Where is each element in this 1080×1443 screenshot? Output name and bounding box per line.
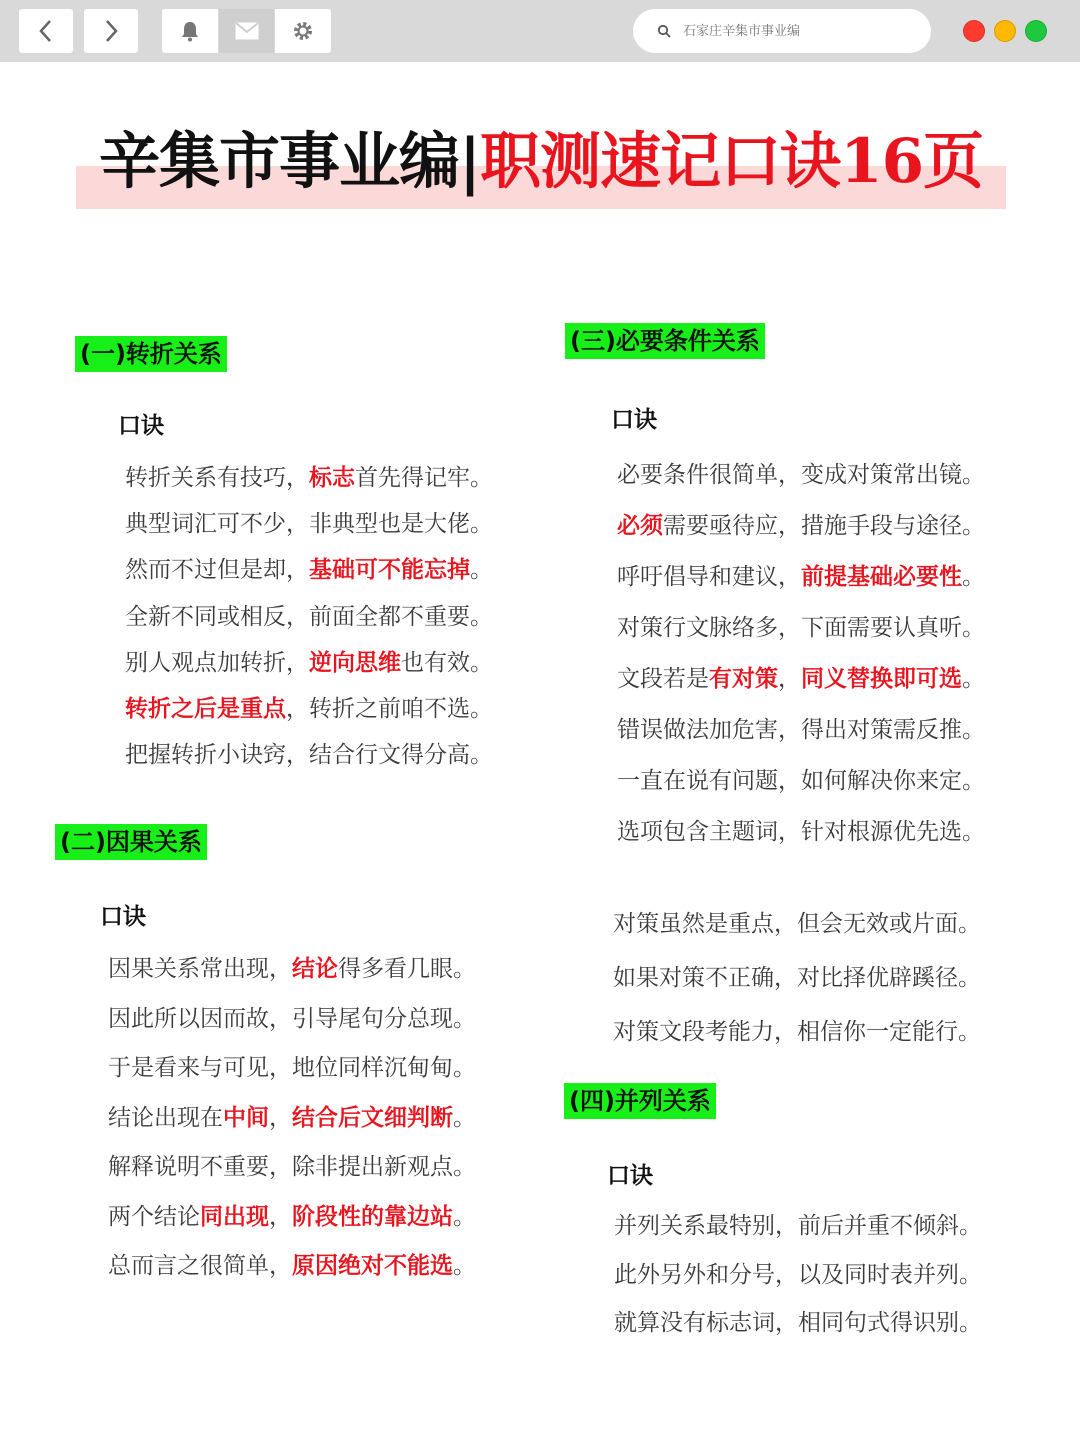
verse-text: 把握转折小诀窍，结合行文得分高。 xyxy=(125,742,493,769)
verse-text: 错误做法加危害，得出对策需反推。 xyxy=(617,717,985,743)
verse-text: 对策文段考能力，相信你一定能行。 xyxy=(613,1019,981,1045)
verse-text: 结论出现在 xyxy=(108,1104,223,1131)
verse-text: 首先得记牢。 xyxy=(355,465,493,491)
maximize-window-button[interactable] xyxy=(1025,20,1047,42)
verse-text: 对策行文脉络多，下面需要认真听。 xyxy=(617,615,985,641)
section-subhead: 口诀 xyxy=(611,407,657,433)
forward-button[interactable] xyxy=(84,9,138,53)
highlighted-keyword: 阶段性的靠边站 xyxy=(292,1202,453,1230)
gear-icon xyxy=(292,20,314,42)
verse-text: 选项包含主题词，针对根源优先选。 xyxy=(617,819,985,845)
verse-line xyxy=(108,1000,476,1033)
highlighted-keyword: 标志 xyxy=(309,464,355,491)
verse-text: 文段若是 xyxy=(617,666,709,692)
verse-line xyxy=(617,762,985,795)
search-icon xyxy=(657,24,671,38)
verse-text: 。 xyxy=(453,1253,476,1279)
verse-text: 呼吁倡导和建议， xyxy=(617,564,801,590)
verse-text: 需要亟待应，措施手段与途径。 xyxy=(663,513,985,539)
forward-icon xyxy=(101,18,121,44)
verse-line xyxy=(617,660,985,693)
settings-button[interactable] xyxy=(274,9,331,53)
browser-toolbar xyxy=(0,0,1080,62)
title-left: 辛集市事业编 xyxy=(98,126,459,197)
verse-text: 典型词汇可不少，非典型也是大佬。 xyxy=(125,511,493,538)
minimize-window-button[interactable] xyxy=(994,20,1016,42)
verse-text: 。 xyxy=(962,666,985,692)
verse-line xyxy=(613,959,981,992)
verse-line xyxy=(125,690,493,723)
verse-line xyxy=(617,813,985,846)
verse-line xyxy=(108,1247,476,1280)
verse-text: 对策虽然是重点，但会无效或片面。 xyxy=(613,911,981,937)
page-title xyxy=(76,122,1006,202)
verse-text: 必要条件很简单，变成对策常出镜。 xyxy=(617,462,985,488)
verse-text: 一直在说有问题，如何解决你来定。 xyxy=(617,768,985,794)
back-button[interactable] xyxy=(19,9,73,53)
verse-line xyxy=(617,711,985,744)
section-subhead: 口诀 xyxy=(100,904,146,930)
verse-line xyxy=(617,609,985,642)
verse-text: ，转折之前咱不选。 xyxy=(286,696,493,722)
verse-text: 然而不过但是却， xyxy=(125,557,309,584)
verse-line xyxy=(125,598,493,631)
mail-icon xyxy=(235,22,259,40)
verse-line xyxy=(614,1256,982,1289)
title-separator: | xyxy=(458,126,481,197)
verse-line xyxy=(125,736,493,769)
verse-text: 别人观点加转折， xyxy=(125,649,309,676)
verse-line xyxy=(617,507,985,540)
bell-icon xyxy=(180,20,200,42)
verse-text: 解释说明不重要，除非提出新观点。 xyxy=(108,1154,476,1180)
section-subhead: 口诀 xyxy=(118,413,164,439)
verse-line xyxy=(614,1207,982,1240)
highlighted-keyword: 中间 xyxy=(223,1103,269,1131)
section-tag: (一)转折关系 xyxy=(75,336,227,372)
verse-text: 。 xyxy=(453,1104,476,1131)
verse-text: 转折关系有技巧， xyxy=(125,465,309,491)
section-tag: (二)因果关系 xyxy=(55,824,207,860)
verse-text: 因此所以因而故，引导尾句分总现。 xyxy=(108,1005,476,1032)
verse-text: 如果对策不正确，对比择优辟蹊径。 xyxy=(613,965,981,991)
verse-text: 并列关系最特别，前后并重不倾斜。 xyxy=(614,1213,982,1239)
verse-text: ， xyxy=(269,1203,292,1230)
verse-line xyxy=(108,1198,476,1231)
verse-text: ， xyxy=(269,1104,292,1131)
section-subhead: 口诀 xyxy=(607,1163,653,1189)
verse-text: 两个结论 xyxy=(108,1203,200,1230)
close-window-button[interactable] xyxy=(963,20,985,42)
verse-line xyxy=(613,1013,981,1046)
verse-text: ， xyxy=(778,666,801,692)
verse-text: 总而言之很简单， xyxy=(108,1253,292,1279)
verse-text: 因果关系常出现， xyxy=(108,956,292,982)
verse-line xyxy=(108,950,476,983)
verse-text: 就算没有标志词，相同句式得识别。 xyxy=(614,1310,982,1336)
verse-line xyxy=(125,459,493,492)
verse-line xyxy=(617,558,985,591)
highlighted-keyword: 结论 xyxy=(292,955,338,982)
verse-text: 也有效。 xyxy=(401,649,493,676)
verse-text: 全新不同或相反，前面全都不重要。 xyxy=(125,603,493,630)
verse-line xyxy=(108,1148,476,1181)
highlighted-keyword: 前提基础必要性 xyxy=(801,563,962,590)
highlighted-keyword: 转折之后是重点 xyxy=(125,695,286,722)
back-icon xyxy=(36,18,56,44)
search-bar[interactable] xyxy=(633,9,931,53)
section-tag: (三)必要条件关系 xyxy=(565,323,765,359)
highlighted-keyword: 基础可不能忘掉 xyxy=(309,556,470,584)
highlighted-keyword: 必须 xyxy=(617,512,663,539)
title-right: 职测速记口诀16页 xyxy=(480,126,984,197)
verse-line xyxy=(617,456,985,489)
verse-line xyxy=(125,505,493,538)
verse-text: 。 xyxy=(962,564,985,590)
notifications-button[interactable] xyxy=(162,9,218,53)
highlighted-keyword: 结合后文细判断 xyxy=(292,1103,453,1131)
highlighted-keyword: 同出现 xyxy=(200,1202,269,1230)
verse-line xyxy=(125,644,493,677)
verse-line xyxy=(108,1099,476,1132)
verse-text: 此外另外和分号，以及同时表并列。 xyxy=(614,1261,982,1288)
verse-line xyxy=(125,551,493,584)
search-input[interactable] xyxy=(681,23,905,40)
verse-line xyxy=(108,1049,476,1082)
highlighted-keyword: 有对策 xyxy=(709,665,778,692)
verse-text: 于是看来与可见，地位同样沉甸甸。 xyxy=(108,1055,476,1081)
verse-text: 得多看几眼。 xyxy=(338,956,476,982)
highlighted-keyword: 原因绝对不能选 xyxy=(292,1252,453,1279)
verse-text: 。 xyxy=(470,557,493,584)
verse-text: 。 xyxy=(453,1203,476,1230)
toolbar-button-group xyxy=(162,9,331,53)
highlighted-keyword: 同义替换即可选 xyxy=(801,665,962,692)
section-tag: (四)并列关系 xyxy=(564,1083,716,1119)
verse-line xyxy=(614,1304,982,1337)
highlighted-keyword: 逆向思维 xyxy=(309,648,401,676)
verse-line xyxy=(613,905,981,938)
mail-button[interactable] xyxy=(218,9,275,53)
